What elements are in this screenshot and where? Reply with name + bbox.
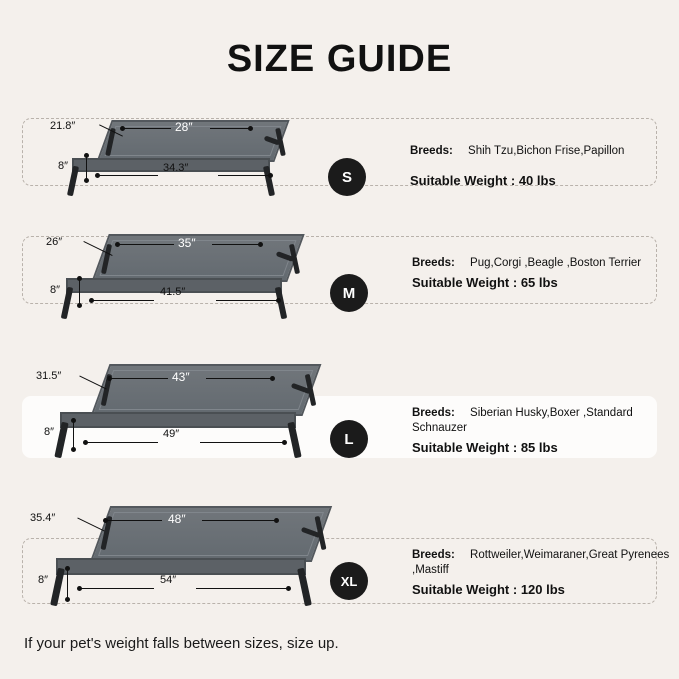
- dim-base-line-left-m: [92, 300, 154, 301]
- breeds-label-m: Breeds:: [412, 257, 455, 269]
- size-row-s: [0, 100, 679, 220]
- dim-depth-m: 26″: [46, 236, 63, 248]
- dim-dot-f-m: [276, 298, 281, 303]
- dim-top-line-right-m: [212, 244, 260, 245]
- bed-front-l: [60, 412, 296, 428]
- bed-mesh-s: [96, 120, 289, 162]
- dim-dot-c-m: [77, 276, 82, 281]
- dim-dot-e-l: [83, 440, 88, 445]
- dim-base-line-left-xl: [80, 588, 154, 589]
- dim-dot-d-m: [77, 303, 82, 308]
- dim-dot-b-l: [270, 376, 275, 381]
- weight-s: Suitable Weight : 40 lbs: [410, 173, 556, 188]
- dim-dot-c-xl: [65, 566, 70, 571]
- size-info-l: [412, 406, 674, 455]
- breeds-label-s: Breeds:: [410, 145, 453, 157]
- bed-front-xl: [56, 558, 306, 575]
- bed-mesh-xl: [90, 506, 332, 562]
- dim-top-width-s: 28″: [175, 120, 193, 134]
- size-badge-xl: XL: [330, 562, 368, 600]
- bed-mesh-l: [91, 364, 322, 416]
- dim-dot-d-l: [71, 447, 76, 452]
- dim-height-s: 8″: [58, 160, 69, 172]
- dim-base-width-l: 49″: [163, 428, 180, 440]
- dim-top-line-left-l: [110, 378, 168, 379]
- dim-dot-e-s: [95, 173, 100, 178]
- breeds-line-s: [410, 144, 665, 159]
- dim-dot-c-l: [71, 418, 76, 423]
- breeds-value-l: Siberian Husky,Boxer ,Standard Schnauzer: [412, 407, 633, 434]
- size-row-m: [0, 218, 679, 338]
- size-info-s: [410, 144, 665, 188]
- dim-dot-d-s: [84, 178, 89, 183]
- dim-dot-f-l: [282, 440, 287, 445]
- dim-base-width-xl: 54″: [160, 574, 177, 586]
- dim-top-line-right-xl: [202, 520, 276, 521]
- footer-note: If your pet's weight falls between sizes, size up.: [24, 635, 339, 652]
- dim-depth-l: 31.5″: [36, 370, 62, 382]
- breeds-label-l: Breeds:: [412, 407, 455, 419]
- breeds-line-l: [412, 406, 674, 436]
- dim-base-line-right-l: [200, 442, 284, 443]
- size-badge-m: M: [330, 274, 368, 312]
- dim-top-line-right-s: [210, 128, 250, 129]
- dim-dot-a-m: [115, 242, 120, 247]
- dim-top-width-m: 35″: [178, 236, 196, 250]
- weight-xl: Suitable Weight : 120 lbs: [412, 582, 565, 597]
- dim-dot-b-s: [248, 126, 253, 131]
- dim-base-line-left-l: [86, 442, 158, 443]
- bed-mesh-m: [91, 234, 304, 282]
- size-badge-s: S: [328, 158, 366, 196]
- size-info-m: [412, 256, 667, 290]
- dim-base-line-left-s: [98, 175, 158, 176]
- page-title: SIZE GUIDE: [226, 38, 453, 80]
- breeds-value-xl: Rottweiler,Weimaraner,Great Pyrenees ,Mastiff: [412, 549, 670, 576]
- dim-depth-xl: 35.4″: [30, 512, 56, 524]
- breeds-line-m: [412, 256, 667, 271]
- dim-top-line-left-s: [123, 128, 171, 129]
- breeds-label-xl: Breeds:: [412, 549, 455, 561]
- dim-base-width-s: 34.3″: [163, 162, 189, 174]
- dim-base-line-right-xl: [196, 588, 288, 589]
- dim-dot-b-m: [258, 242, 263, 247]
- dim-height-m: 8″: [50, 284, 61, 296]
- weight-l: Suitable Weight : 85 lbs: [412, 440, 558, 455]
- dim-height-l: 8″: [44, 426, 55, 438]
- weight-m: Suitable Weight : 65 lbs: [412, 275, 558, 290]
- dim-dot-a-xl: [103, 518, 108, 523]
- dim-top-line-right-l: [206, 378, 272, 379]
- dim-height-xl: 8″: [38, 574, 49, 586]
- dim-dot-b-xl: [274, 518, 279, 523]
- size-row-l: [0, 348, 679, 478]
- dim-depth-line-xl: [77, 517, 104, 531]
- dim-base-line-right-s: [218, 175, 270, 176]
- dim-dot-f-s: [268, 173, 273, 178]
- dim-dot-f-xl: [286, 586, 291, 591]
- dim-top-line-left-xl: [106, 520, 162, 521]
- dim-dot-d-xl: [65, 597, 70, 602]
- breeds-line-xl: [412, 548, 670, 578]
- dim-dot-e-xl: [77, 586, 82, 591]
- dim-base-line-right-m: [216, 300, 278, 301]
- breeds-value-m: Pug,Corgi ,Beagle ,Boston Terrier: [470, 257, 642, 269]
- dim-top-line-left-m: [118, 244, 174, 245]
- dim-depth-s: 21.8″: [50, 120, 76, 132]
- dim-dot-a-s: [120, 126, 125, 131]
- dim-height-line-l: [73, 420, 74, 450]
- dim-height-line-xl: [67, 568, 68, 600]
- size-row-xl: [0, 490, 679, 620]
- size-info-xl: [412, 548, 670, 597]
- dim-dot-e-m: [89, 298, 94, 303]
- dim-top-width-l: 43″: [172, 370, 190, 384]
- dim-height-line-m: [79, 278, 80, 306]
- dim-dot-a-l: [107, 376, 112, 381]
- dim-base-width-m: 41.5″: [160, 286, 186, 298]
- size-badge-l: L: [330, 420, 368, 458]
- breeds-value-s: Shih Tzu,Bichon Frise,Papillon: [468, 145, 625, 157]
- dim-top-width-xl: 48″: [168, 512, 186, 526]
- dim-dot-c-s: [84, 153, 89, 158]
